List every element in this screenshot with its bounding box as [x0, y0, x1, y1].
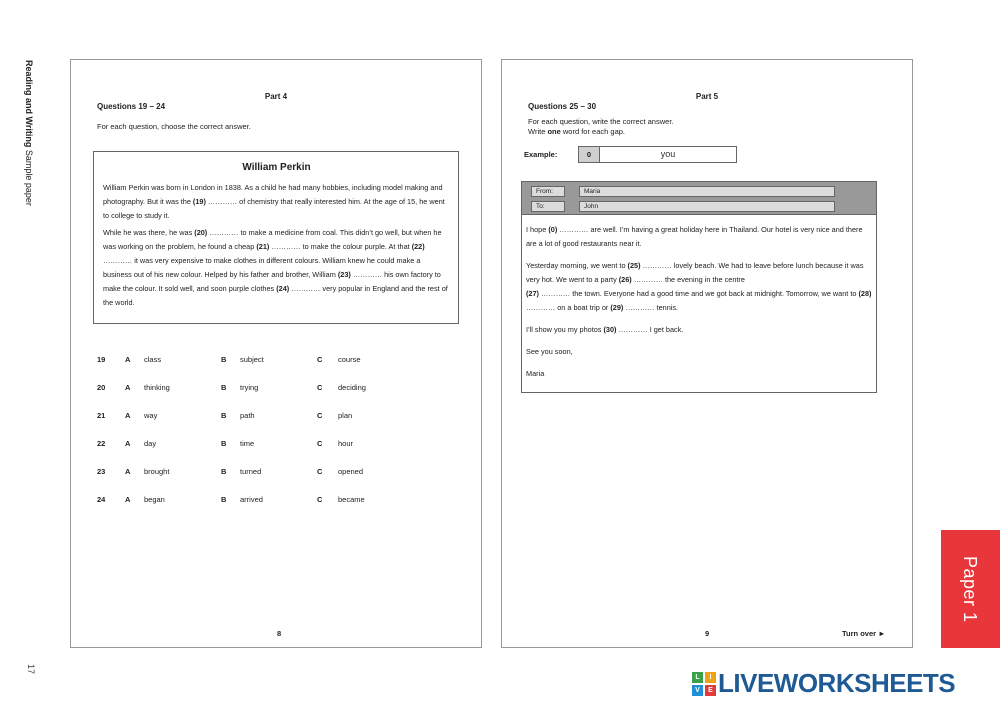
- option-b[interactable]: subject: [240, 355, 264, 364]
- option-letter-b: B: [221, 383, 227, 392]
- gap-number: (24): [276, 284, 290, 293]
- email-paragraph: Yesterday morning, we went to (25) ………… lovely beach. We had to leave before lunch because it was very hot. We went to a party (26) ………… the evening in the centre (27) ………… the town. Everyone had a good time and we got back at midnight. Tomorrow, we want to (28) ………… on a boat trip or (29) ………… tennis.: [526, 261, 872, 312]
- option-b[interactable]: arrived: [240, 495, 263, 504]
- option-c[interactable]: course: [338, 355, 361, 364]
- option-letter-c: C: [317, 411, 323, 420]
- gap-number: (0): [548, 225, 558, 234]
- question-row: [97, 351, 457, 379]
- logo-letter-tile: V: [692, 685, 703, 696]
- article-paragraph: William Perkin was born in London in 1838. As a child he had many hobbies, including model making and photography. But it was the (19) ………… of chemistry that really interested him. At the age of 15, he went to college to study it.: [103, 183, 445, 220]
- article-title: William Perkin: [242, 162, 311, 173]
- from-field: Maria: [579, 186, 835, 197]
- logo-text: LIVEWORKSHEETS: [718, 668, 956, 698]
- left-page: [70, 59, 482, 648]
- option-letter-b: B: [221, 495, 227, 504]
- paper-tab-label: Paper 1: [960, 556, 980, 623]
- gap-number: (29): [610, 303, 624, 312]
- turn-over-link[interactable]: Turn over ►: [842, 629, 886, 638]
- option-letter-c: C: [317, 495, 323, 504]
- question-row: [97, 463, 457, 491]
- option-b[interactable]: path: [240, 411, 255, 420]
- option-c[interactable]: opened: [338, 467, 364, 476]
- gap-number: (25): [627, 261, 641, 270]
- gap-number: (19): [192, 197, 206, 206]
- question-number: 24: [97, 495, 106, 504]
- option-a[interactable]: way: [144, 411, 158, 420]
- option-letter-a: A: [125, 467, 131, 476]
- email-paragraph: See you soon,: [526, 347, 573, 356]
- option-c[interactable]: plan: [338, 411, 353, 420]
- paper-tab: [941, 530, 1000, 648]
- option-b[interactable]: time: [240, 439, 255, 448]
- instruction-line-2: Write one word for each gap.: [528, 127, 626, 136]
- article-paragraph: While he was there, he was (20) ………… to make a medicine from coal. This didn’t go well, but when he was working on the problem, he found a cheap (21) ………… to make the colour purple. At that (22) ………… it was very expensive to make clothes in different colours. William knew he could make a business out of his new colour. Helped by his father and brother, William (23) ………… his own factory to make the colour. It sold well, and soon purple clothes (24) ………… very popular in England and the rest of the world.: [103, 228, 448, 307]
- option-letter-a: A: [125, 439, 131, 448]
- logo-letter-tile: E: [705, 685, 716, 696]
- gap-number: (21): [256, 242, 270, 251]
- email-box: [521, 181, 877, 393]
- email-paragraph: Maria: [526, 369, 545, 378]
- example-number: 0: [578, 146, 600, 163]
- option-a[interactable]: day: [144, 439, 157, 448]
- option-letter-c: C: [317, 383, 323, 392]
- gap-number: (27): [526, 289, 539, 298]
- instruction-text: [528, 117, 674, 137]
- option-letter-a: A: [125, 355, 131, 364]
- option-c[interactable]: deciding: [338, 383, 366, 392]
- email-body: [522, 215, 876, 381]
- option-letter-c: C: [317, 439, 323, 448]
- instruction-text: For each question, choose the correct answer.: [97, 122, 251, 131]
- gap-number: (22): [411, 242, 425, 251]
- option-b[interactable]: trying: [240, 383, 259, 392]
- to-label: To:: [531, 201, 565, 212]
- gap-number: (20): [194, 228, 208, 237]
- page-number: 9: [705, 629, 710, 638]
- option-letter-b: B: [221, 355, 227, 364]
- answer-options: [97, 351, 457, 519]
- questions-range: Questions 25 – 30: [528, 102, 597, 111]
- side-paper-title: Reading and Writing Sample paper: [24, 60, 34, 206]
- gap-number: (23): [337, 270, 351, 279]
- example-row: [524, 146, 724, 163]
- option-letter-b: B: [221, 439, 227, 448]
- example-answer: you: [599, 146, 737, 163]
- option-letter-a: A: [125, 383, 131, 392]
- option-letter-c: C: [317, 355, 323, 364]
- instruction-line-1: For each question, write the correct answer.: [528, 117, 674, 126]
- option-c[interactable]: hour: [338, 439, 354, 448]
- from-label: From:: [531, 186, 565, 197]
- option-a[interactable]: class: [144, 355, 162, 364]
- right-page: [501, 59, 913, 648]
- question-row: [97, 435, 457, 463]
- question-row: [97, 407, 457, 435]
- question-row: [97, 379, 457, 407]
- option-letter-b: B: [221, 467, 227, 476]
- question-row: [97, 491, 457, 519]
- to-field: John: [579, 201, 835, 212]
- email-paragraph: I hope (0) ………… are well. I’m having a great holiday here in Thailand. Our hotel is very nice and there are a lot of good restaurants near it.: [526, 225, 863, 248]
- option-c[interactable]: became: [338, 495, 365, 504]
- side-page-number: 17: [26, 664, 36, 675]
- logo-icon: [692, 672, 716, 696]
- question-number: 21: [97, 411, 106, 420]
- option-a[interactable]: brought: [144, 467, 170, 476]
- option-letter-c: C: [317, 467, 323, 476]
- example-label: Example:: [524, 150, 558, 159]
- article-body: [103, 181, 450, 310]
- logo-letter-tile: L: [692, 672, 703, 683]
- questions-range: Questions 19 – 24: [97, 102, 166, 111]
- option-b[interactable]: turned: [240, 467, 262, 476]
- reading-text-box: [93, 151, 459, 324]
- option-a[interactable]: began: [144, 495, 165, 504]
- page-number: 8: [277, 629, 282, 638]
- logo-letter-tile: I: [705, 672, 716, 683]
- option-letter-b: B: [221, 411, 227, 420]
- part-title: Part 4: [264, 92, 288, 101]
- email-header: [522, 182, 876, 215]
- option-letter-a: A: [125, 495, 131, 504]
- part-title: Part 5: [695, 92, 719, 101]
- gap-number: (30): [603, 325, 617, 334]
- gap-number: (26): [618, 275, 632, 284]
- question-number: 22: [97, 439, 106, 448]
- gap-number: (28): [858, 289, 872, 298]
- question-number: 23: [97, 467, 106, 476]
- email-paragraph: I’ll show you my photos (30) ………… I get back.: [526, 325, 684, 334]
- question-number: 19: [97, 355, 106, 364]
- option-letter-a: A: [125, 411, 131, 420]
- question-number: 20: [97, 383, 106, 392]
- option-a[interactable]: thinking: [144, 383, 170, 392]
